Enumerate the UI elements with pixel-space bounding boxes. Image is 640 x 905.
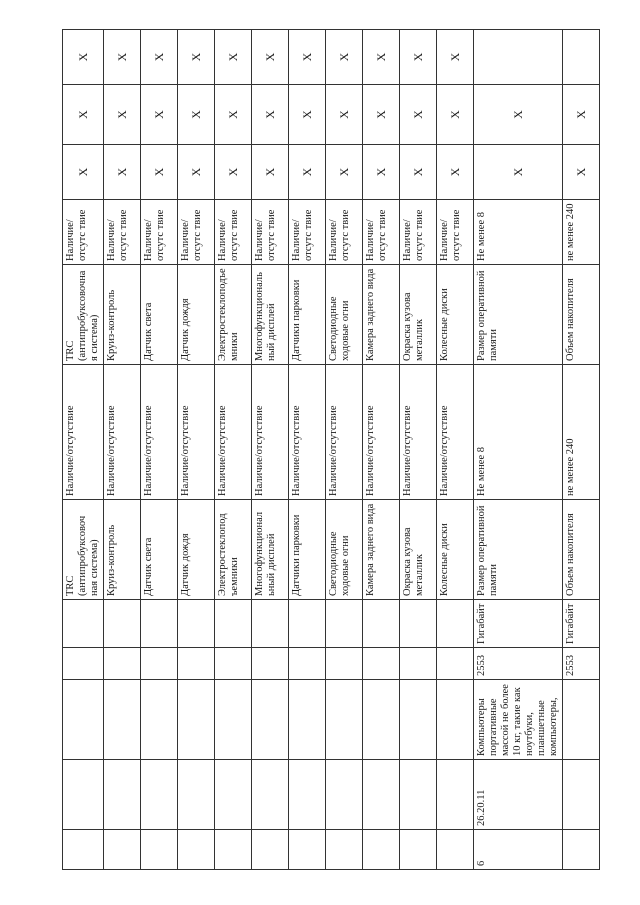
empty-cell <box>363 760 400 830</box>
approved-value: Наличие/отсутс твие <box>178 200 215 265</box>
okpd2-code: 26.20.11 <box>474 760 563 830</box>
justification-mark: X <box>289 145 326 200</box>
extra-mark: X <box>437 30 474 85</box>
empty-cell <box>437 760 474 830</box>
empty-cell <box>178 600 215 648</box>
empty-cell <box>141 600 178 648</box>
empty-cell <box>326 600 363 648</box>
characteristic-value: Наличие/отсутствие <box>363 365 400 500</box>
specification-table <box>62 29 600 870</box>
okei-code: 2553 <box>563 648 600 680</box>
empty-cell <box>104 830 141 870</box>
empty-cell <box>400 600 437 648</box>
justification-mark: X <box>437 145 474 200</box>
approved-characteristic: Датчики парковки <box>289 265 326 365</box>
unit-name: Гигабайт <box>474 600 563 648</box>
table-row <box>326 30 363 870</box>
empty-cell <box>252 760 289 830</box>
characteristic-name: Датчики парковки <box>289 500 326 600</box>
empty-cell <box>104 760 141 830</box>
empty-cell <box>178 680 215 760</box>
table-body <box>63 30 600 870</box>
characteristic-value: Наличие/отсутствие <box>326 365 363 500</box>
empty-cell <box>252 648 289 680</box>
empty-cell <box>178 830 215 870</box>
table-row <box>289 30 326 870</box>
approved-characteristic: Колесные диски <box>437 265 474 365</box>
empty-cell <box>141 760 178 830</box>
empty-cell <box>252 830 289 870</box>
justification-mark: X <box>563 145 600 200</box>
approved-value: Наличие/отсутс твие <box>141 200 178 265</box>
empty-cell <box>437 830 474 870</box>
empty-cell <box>400 648 437 680</box>
characteristic-value: Наличие/отсутствие <box>141 365 178 500</box>
empty-cell <box>363 680 400 760</box>
characteristic-name: Колесные диски <box>437 500 474 600</box>
characteristic-value: Наличие/отсутствие <box>289 365 326 500</box>
approved-value: Наличие/отсутс твие <box>252 200 289 265</box>
empty-cell <box>400 830 437 870</box>
function-mark: X <box>178 85 215 145</box>
product-name: Компьютеры портативные массой не более 10 кг, такие как ноутбуки, планшетные компьютеры, <box>474 680 563 760</box>
approved-value: Наличие/отсутс твие <box>289 200 326 265</box>
characteristic-value: не менее 240 <box>563 365 600 500</box>
extra-mark: X <box>289 30 326 85</box>
extra-mark <box>474 30 563 85</box>
characteristic-name: Окраска кузова металлик <box>400 500 437 600</box>
empty-cell <box>63 680 104 760</box>
characteristic-name: Датчик света <box>141 500 178 600</box>
function-mark: X <box>252 85 289 145</box>
extra-mark: X <box>178 30 215 85</box>
empty-cell <box>178 760 215 830</box>
approved-value: Наличие/отсутс твие <box>63 200 104 265</box>
empty-cell <box>400 680 437 760</box>
table-row <box>104 30 141 870</box>
empty-cell <box>289 600 326 648</box>
empty-cell <box>363 600 400 648</box>
approved-value: Наличие/отсутс твие <box>400 200 437 265</box>
approved-characteristic: Датчик дождя <box>178 265 215 365</box>
characteristic-value: Наличие/отсутствие <box>400 365 437 500</box>
empty-cell <box>63 600 104 648</box>
approved-value: Наличие/отсутс твие <box>363 200 400 265</box>
justification-mark: X <box>104 145 141 200</box>
characteristic-name: Датчик дождя <box>178 500 215 600</box>
row-number: 6 <box>474 830 563 870</box>
function-mark: X <box>104 85 141 145</box>
empty-cell <box>289 830 326 870</box>
empty-cell <box>400 760 437 830</box>
empty-cell <box>215 648 252 680</box>
approved-characteristic: Светодиодные ходовые огни <box>326 265 363 365</box>
table-row <box>141 30 178 870</box>
function-mark: X <box>63 85 104 145</box>
extra-mark: X <box>63 30 104 85</box>
function-mark: X <box>363 85 400 145</box>
empty-cell <box>563 830 600 870</box>
empty-cell <box>326 760 363 830</box>
table-row <box>563 30 600 870</box>
function-mark: X <box>563 85 600 145</box>
characteristic-name: Размер оперативной памяти <box>474 500 563 600</box>
empty-cell <box>141 648 178 680</box>
approved-characteristic: TRC (антипробуксовочна я система) <box>63 265 104 365</box>
empty-cell <box>437 648 474 680</box>
function-mark: X <box>141 85 178 145</box>
justification-mark: X <box>178 145 215 200</box>
extra-mark: X <box>215 30 252 85</box>
approved-characteristic: Электростеклоподъе мники <box>215 265 252 365</box>
approved-characteristic: Многофункциональ ный дисплей <box>252 265 289 365</box>
extra-mark: X <box>326 30 363 85</box>
justification-mark: X <box>400 145 437 200</box>
extra-mark: X <box>400 30 437 85</box>
approved-characteristic: Датчик света <box>141 265 178 365</box>
table-row <box>437 30 474 870</box>
characteristic-value: Наличие/отсутствие <box>252 365 289 500</box>
table-row <box>252 30 289 870</box>
table-row <box>363 30 400 870</box>
extra-mark: X <box>363 30 400 85</box>
empty-cell <box>104 680 141 760</box>
empty-cell <box>215 760 252 830</box>
characteristic-value: Наличие/отсутствие <box>215 365 252 500</box>
empty-cell <box>289 680 326 760</box>
approved-value: Наличие/отсутс твие <box>215 200 252 265</box>
empty-cell <box>63 648 104 680</box>
extra-mark: X <box>252 30 289 85</box>
empty-cell <box>563 760 600 830</box>
characteristic-value: Наличие/отсутствие <box>63 365 104 500</box>
empty-cell <box>104 600 141 648</box>
function-mark: X <box>289 85 326 145</box>
justification-mark: X <box>252 145 289 200</box>
empty-cell <box>252 680 289 760</box>
extra-mark: X <box>104 30 141 85</box>
empty-cell <box>252 600 289 648</box>
empty-cell <box>326 648 363 680</box>
approved-value: не менее 240 <box>563 200 600 265</box>
approved-value: Наличие/отсутс твие <box>104 200 141 265</box>
function-mark: X <box>326 85 363 145</box>
approved-characteristic: Размер оперативной памяти <box>474 265 563 365</box>
extra-mark: X <box>141 30 178 85</box>
characteristic-value: Наличие/отсутствие <box>104 365 141 500</box>
function-mark: X <box>474 85 563 145</box>
characteristic-value: Наличие/отсутствие <box>178 365 215 500</box>
table-row <box>63 30 104 870</box>
empty-cell <box>326 830 363 870</box>
table-row <box>474 30 563 870</box>
empty-cell <box>141 680 178 760</box>
justification-mark: X <box>141 145 178 200</box>
empty-cell <box>326 680 363 760</box>
empty-cell <box>63 830 104 870</box>
approved-characteristic: Окраска кузова металлик <box>400 265 437 365</box>
function-mark: X <box>437 85 474 145</box>
empty-cell <box>215 600 252 648</box>
justification-mark: X <box>474 145 563 200</box>
function-mark: X <box>400 85 437 145</box>
table-row <box>215 30 252 870</box>
justification-mark: X <box>326 145 363 200</box>
empty-cell <box>563 680 600 760</box>
characteristic-name: TRC (антипробуксовоч ная система) <box>63 500 104 600</box>
function-mark: X <box>215 85 252 145</box>
table-row <box>178 30 215 870</box>
empty-cell <box>363 830 400 870</box>
table-row <box>400 30 437 870</box>
characteristic-value: Наличие/отсутствие <box>437 365 474 500</box>
approved-value: Наличие/отсутс твие <box>437 200 474 265</box>
approved-characteristic: Объем накопителя <box>563 265 600 365</box>
unit-name: Гигабайт <box>563 600 600 648</box>
justification-mark: X <box>215 145 252 200</box>
characteristic-name: Камера заднего вида <box>363 500 400 600</box>
empty-cell <box>178 648 215 680</box>
empty-cell <box>289 648 326 680</box>
approved-characteristic: Круиз-контроль <box>104 265 141 365</box>
approved-value: Не менее 8 <box>474 200 563 265</box>
empty-cell <box>215 830 252 870</box>
empty-cell <box>104 648 141 680</box>
characteristic-name: Объем накопителя <box>563 500 600 600</box>
empty-cell <box>141 830 178 870</box>
approved-characteristic: Камера заднего вида <box>363 265 400 365</box>
characteristic-name: Светодиодные ходовые огни <box>326 500 363 600</box>
characteristic-name: Круиз-контроль <box>104 500 141 600</box>
characteristic-name: Электростеклопод ъемники <box>215 500 252 600</box>
justification-mark: X <box>63 145 104 200</box>
empty-cell <box>289 760 326 830</box>
empty-cell <box>363 648 400 680</box>
approved-value: Наличие/отсутс твие <box>326 200 363 265</box>
characteristic-value: Не менее 8 <box>474 365 563 500</box>
okei-code: 2553 <box>474 648 563 680</box>
empty-cell <box>63 760 104 830</box>
justification-mark: X <box>363 145 400 200</box>
empty-cell <box>215 680 252 760</box>
empty-cell <box>437 680 474 760</box>
characteristic-name: Многофункционал ьный дисплей <box>252 500 289 600</box>
extra-mark <box>563 30 600 85</box>
empty-cell <box>437 600 474 648</box>
